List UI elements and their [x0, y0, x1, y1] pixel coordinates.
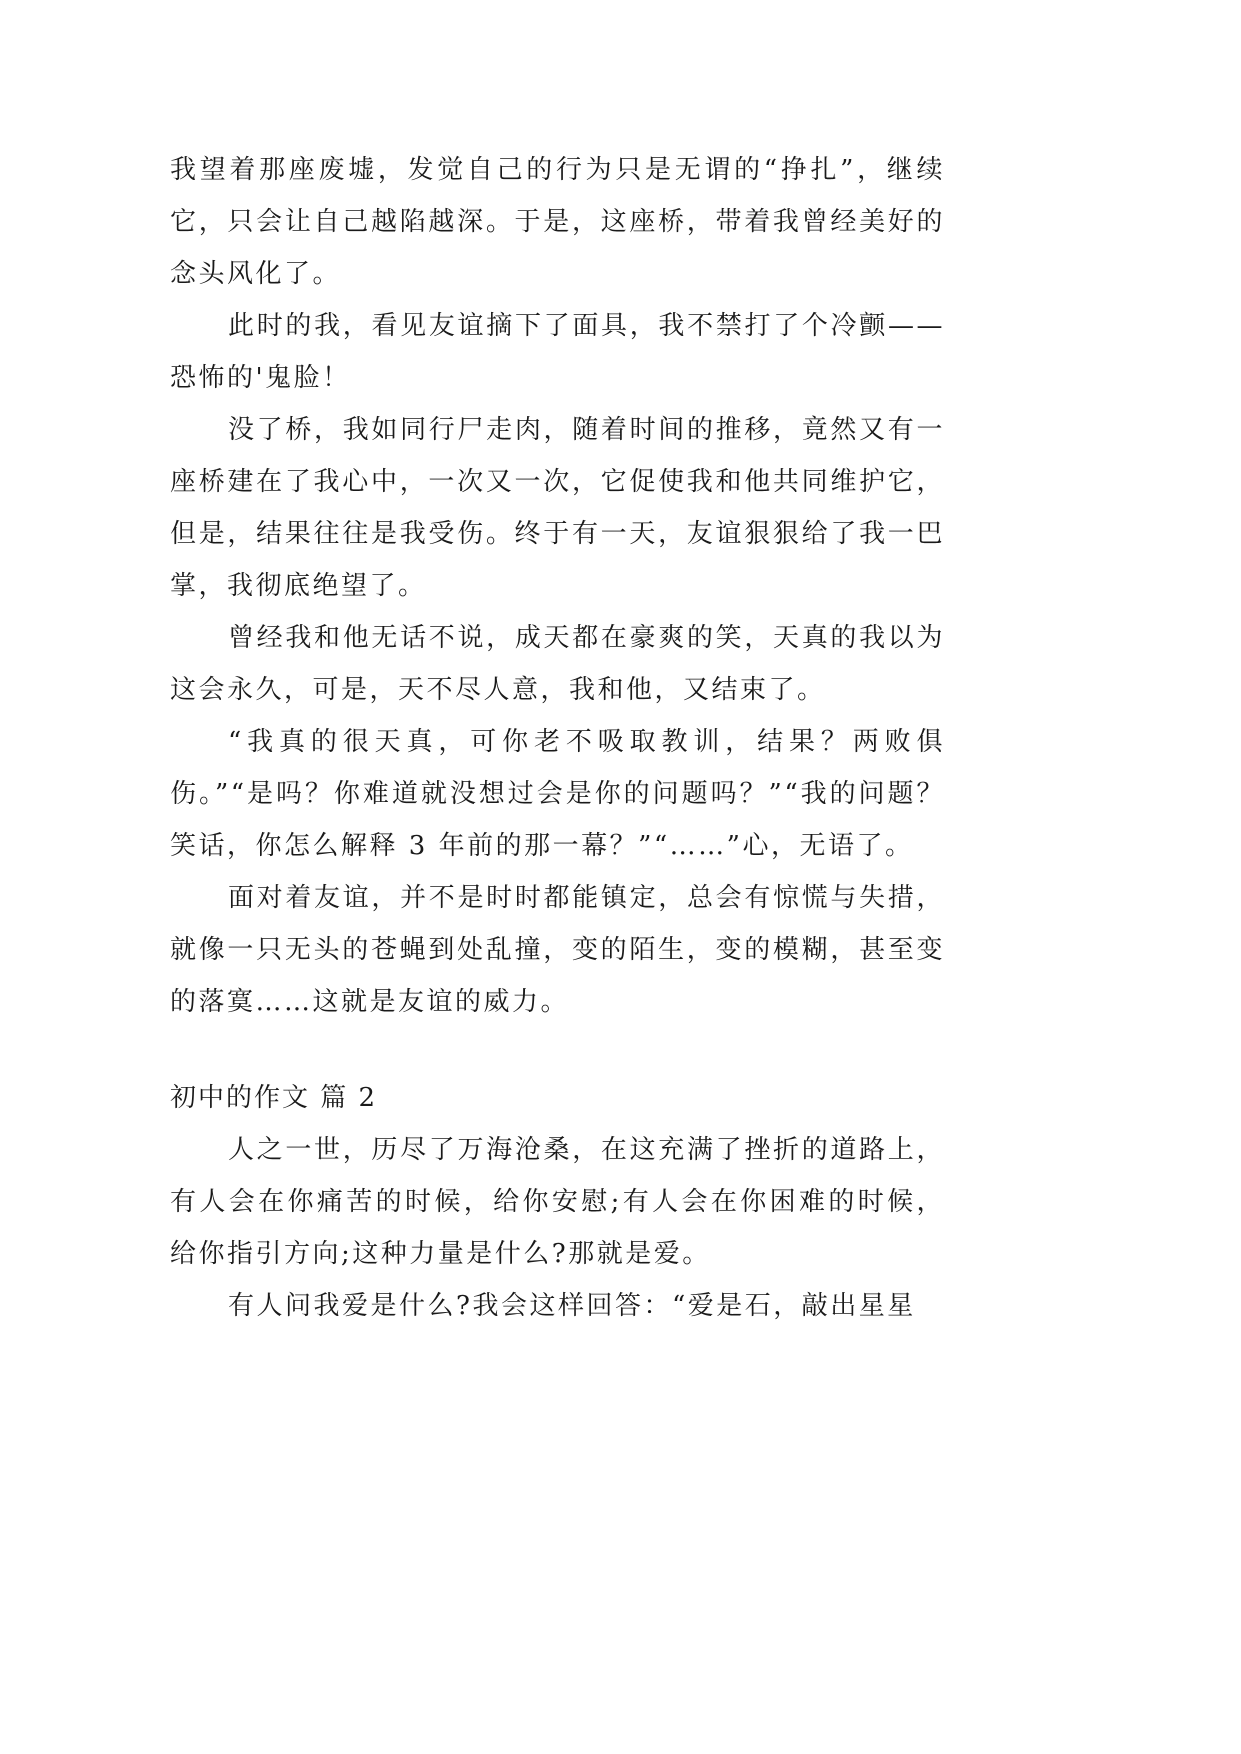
- paragraph-what-is-love: 有人问我爱是什么?我会这样回答：“爱是石，敲出星星: [228, 1291, 916, 1321]
- section-heading: 初中的作文 篇 2: [170, 1083, 378, 1113]
- paragraph-dialogue: “我真的很天真，可你老不吸取教训，结果？两败俱伤。”“是吗？你难道就没想过会是你的问题吗？”“我的问题？笑话，你怎么解释 3 年前的那一幕？”“……”心，无语了。: [170, 727, 945, 861]
- paragraph-past: 曾经我和他无话不说，成天都在豪爽的笑，天真的我以为这会永久，可是，天不尽人意，我和他，又结束了。: [170, 623, 945, 705]
- document-body: [170, 144, 945, 1332]
- paragraph-ruins: 我望着那座废墟，发觉自己的行为只是无谓的“挣扎”，继续它，只会让自己越陷越深。于是，这座桥，带着我曾经美好的念头风化了。: [170, 155, 945, 289]
- paragraph-power-of-friendship: 面对着友谊，并不是时时都能镇定，总会有惊慌与失措，就像一只无头的苍蝇到处乱撞，变的陌生，变的模糊，甚至变的落寞……这就是友谊的威力。: [170, 883, 945, 1017]
- paragraph-mask: 此时的我，看见友谊摘下了面具，我不禁打了个冷颤——恐怖的'鬼脸！: [170, 311, 945, 393]
- paragraph-bridge: 没了桥，我如同行尸走肉，随着时间的推移，竟然又有一座桥建在了我心中，一次又一次，它促使我和他共同维护它，但是，结果往往是我受伤。终于有一天，友谊狠狠给了我一巴掌，我彻底绝望了。: [170, 415, 945, 601]
- section-spacer: [170, 1028, 945, 1072]
- paragraph-love-intro: 人之一世，历尽了万海沧桑，在这充满了挫折的道路上，有人会在你痛苦的时候，给你安慰;有人会在你困难的时候，给你指引方向;这种力量是什么?那就是爱。: [170, 1135, 945, 1269]
